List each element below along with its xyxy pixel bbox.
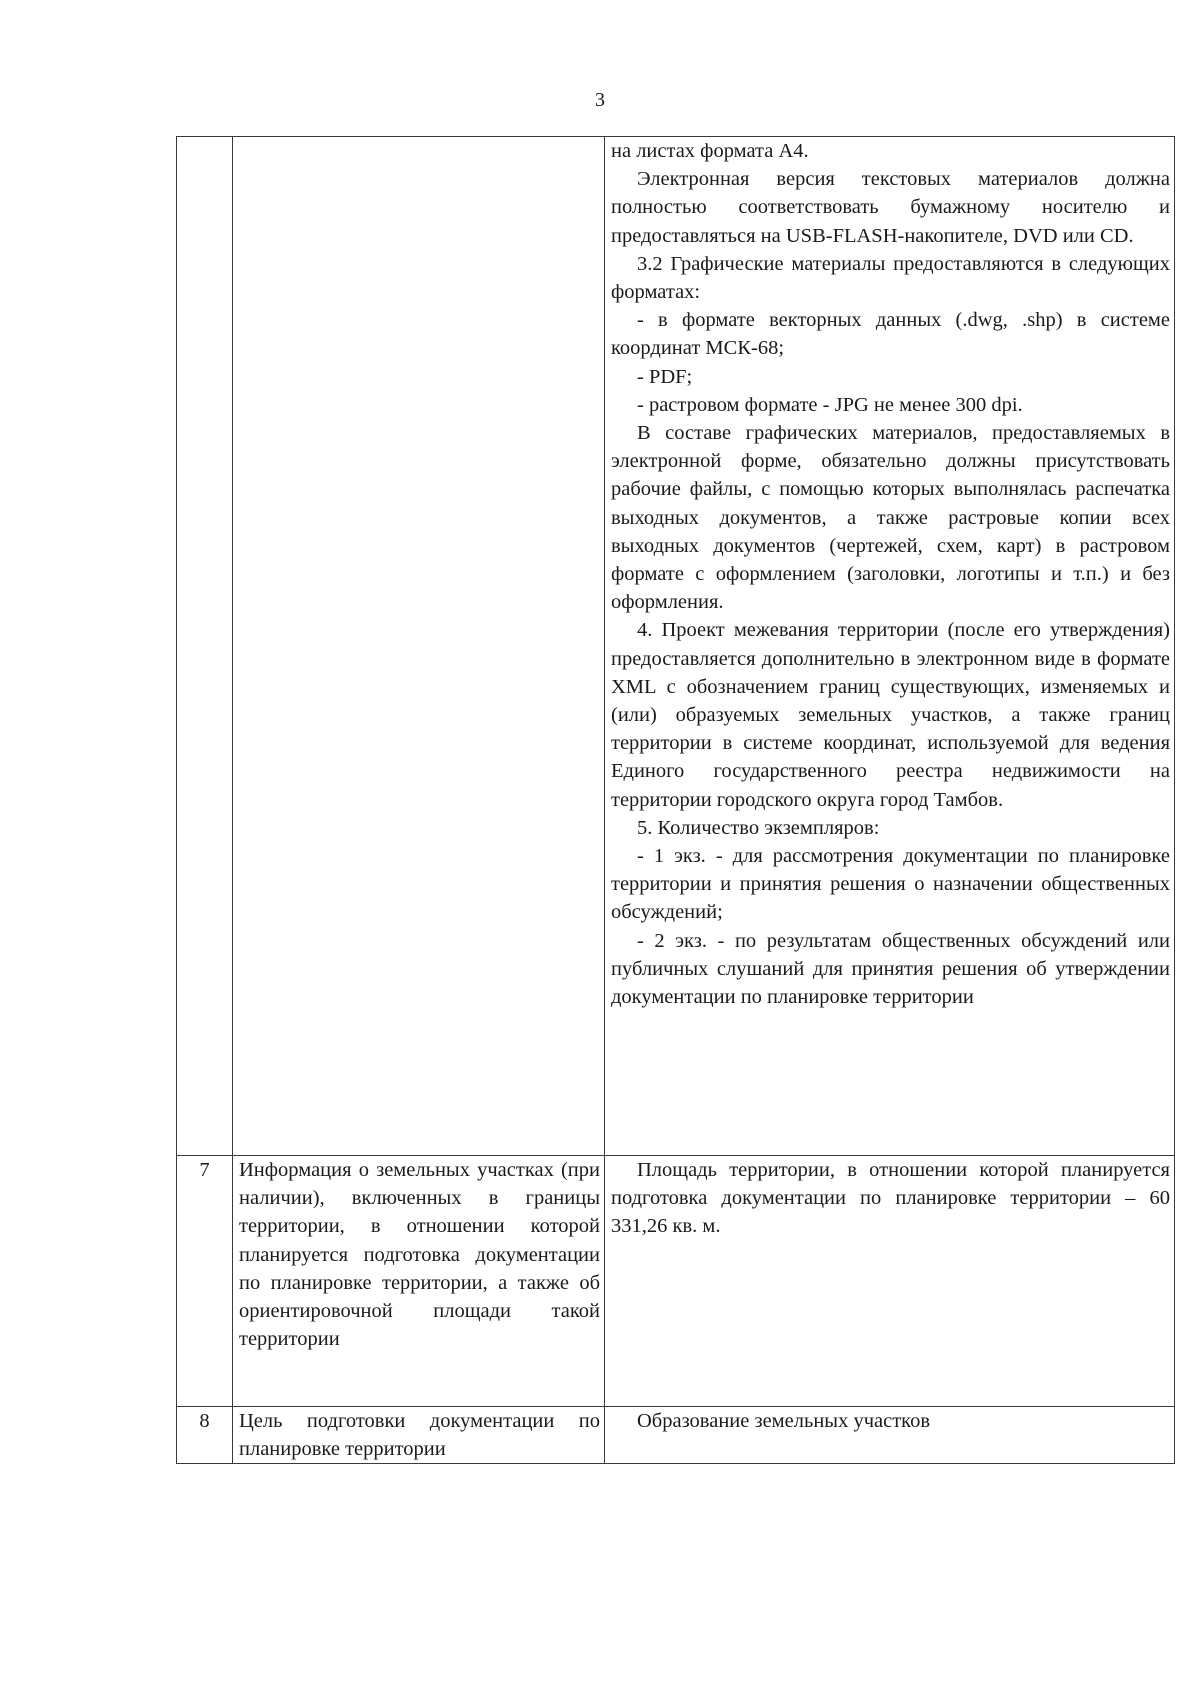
table-row-8: [177, 1407, 1175, 1464]
value-paragraph: Электронная версия текстовых материалов должна полностью соответствовать бумажному носителю и предоставляться на USB-FLASH-накопителе, DVD или CD.: [611, 168, 1170, 247]
value-paragraph: 3.2 Графические материалы предоставляются в следующих форматах:: [611, 252, 1170, 304]
row-label: Цель подготовки документации по планировке территории: [239, 1410, 600, 1461]
value-paragraph: В составе графических материалов, предоставляемых в электронной форме, обязательно должны присутствовать рабочие файлы, с помощью которых выполнялась распечатка выходных документов, а также растровые копии всех выходных документов (чертежей, схем, карт) в растровом формате с оформлением (заголовки, логотипы и т.п.) и без оформления.: [611, 422, 1170, 614]
value-paragraph: 4. Проект межевания территории (после его утверждения) предоставляется дополнительно в электронном виде в формате XML с обозначением границ существующих, изменяемых и (или) образуемых земельных участков, а также границ территории в системе координат, используемой для ведения Единого государственного реестра недвижимости на территории городского округа город Тамбов.: [611, 619, 1170, 811]
value-paragraph: 5. Количество экземпляров:: [637, 816, 880, 839]
value-paragraph: - 2 экз. - по результатам общественных обсуждений или публичных слушаний для принятия решения об утверждении документации по планировке территории: [611, 929, 1170, 1009]
requirements-table: [176, 136, 1175, 1464]
value-paragraph: - PDF;: [637, 365, 693, 388]
row-number-cell: [177, 137, 233, 1156]
row-number-cell: 7: [177, 1156, 233, 1407]
row-label: Информация о земельных участках (при наличии), включенных в границы территории, в отношении которой планируется подготовка документации по планировке территории, а также об ориентировочной площади такой территории: [239, 1159, 600, 1351]
table-row-7: [177, 1156, 1175, 1407]
value-paragraph: - 1 экз. - для рассмотрения документации по планировке территории и принятия решения о назначении общественных обсуждений;: [611, 845, 1170, 924]
row-label-cell: [233, 1407, 605, 1464]
row-value-cell: [605, 1156, 1175, 1407]
row-label-cell: [233, 1156, 605, 1407]
row-value-cell: [605, 137, 1175, 1156]
row-value-cell: [605, 1407, 1175, 1464]
page-number: 3: [595, 89, 605, 111]
row-label-cell: [233, 137, 605, 1156]
table-row-continuation: [177, 137, 1175, 1156]
row-number-cell: 8: [177, 1407, 233, 1464]
value-paragraph: - растровом формате - JPG не менее 300 dpi.: [637, 393, 1023, 416]
value-paragraph: Площадь территории, в отношении которой планируется подготовка документации по планировке территории – 60 331,26 кв. м.: [611, 1159, 1170, 1238]
value-paragraph: на листах формата А4.: [611, 140, 809, 162]
value-paragraph: Образование земельных участков: [637, 1410, 931, 1432]
value-paragraph: - в формате векторных данных (.dwg, .shp) в системе координат МСК-68;: [611, 309, 1170, 360]
